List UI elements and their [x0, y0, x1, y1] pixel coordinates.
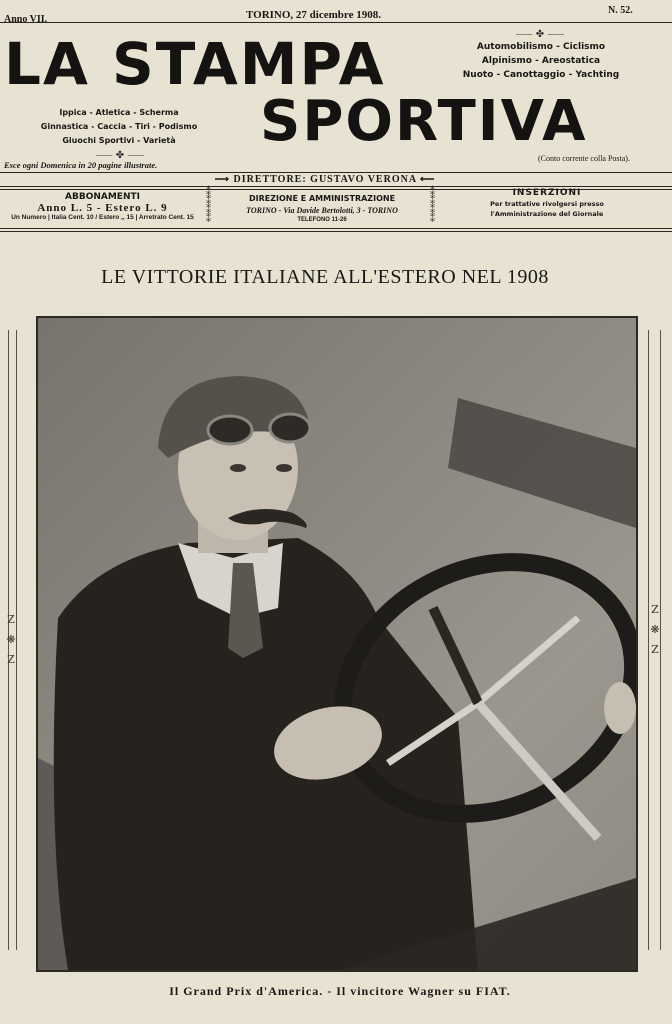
abbonamenti-title: ABBONAMENTI — [65, 192, 140, 202]
direzione-address: TORINO - Via Davide Bertolotti, 3 - TORINO — [246, 206, 398, 215]
right-sport-3: Nuoto - Canottaggio - Yachting — [462, 70, 620, 80]
right-ornament-z2: Z — [651, 643, 659, 656]
director-name: DIRETTORE: GUSTAVO VERONA — [233, 174, 417, 185]
numero-label: Un Numero — [11, 214, 47, 221]
right-sports-list — [446, 40, 636, 82]
abbonamenti-prices: Anno L. 5 - Estero L. 9 — [37, 202, 168, 214]
driver-photograph — [36, 316, 638, 972]
issue-number: N. 52. — [608, 5, 633, 16]
director-arrow-left: ⟶ — [214, 174, 234, 185]
left-sport-2: Ginnastica - Caccia - Tiri - Podismo — [40, 122, 198, 131]
masthead-title-line2: SPORTIVA — [260, 89, 588, 154]
left-sport-3: Giuochi Sportivi - Varietà — [62, 136, 176, 145]
right-ornament: ⸺ ✤ ⸺ — [515, 29, 565, 40]
headline: LE VITTORIE ITALIANE ALL'ESTERO NEL 1908 — [101, 266, 549, 288]
info-bottom-rule — [0, 228, 672, 232]
postal-note: (Conto corrente colla Posta). — [538, 154, 630, 163]
divider-ornament-2: ⁑ ⁑ ⁑ ⁑ — [430, 187, 435, 225]
hand-right — [604, 682, 636, 734]
wheel-spoke-1 — [478, 618, 578, 703]
eye-right — [276, 464, 292, 472]
inserzioni-line2: l'Amministrazione del Giornale — [490, 210, 604, 218]
left-side-ornament — [2, 610, 20, 670]
background-board — [448, 398, 636, 528]
right-sport-1: Automobilismo - Ciclismo — [476, 42, 606, 52]
director-arrow-right: ⟵ — [416, 174, 436, 185]
left-ornament-z2: Z — [7, 653, 15, 666]
abbonamenti-block — [0, 192, 205, 221]
wheel-spoke-3 — [433, 608, 478, 703]
goggle-right — [270, 414, 310, 442]
eye-left — [230, 464, 246, 472]
estero-price: Estero ,, 15 — [99, 214, 134, 221]
left-ornament: ⸺ ✤ ⸺ — [95, 150, 145, 161]
left-sports-list — [14, 106, 224, 148]
top-rule — [0, 22, 672, 23]
photo-caption: Il Grand Prix d'America. - Il vincitore Wagner su FIAT. — [169, 984, 511, 998]
left-sport-1: Ippica - Atletica - Scherma — [59, 108, 179, 117]
italia-price: Italia Cent. 10 — [51, 214, 94, 221]
right-sport-2: Alpinismo - Areostatica — [481, 56, 601, 66]
left-ornament-z1: Z — [7, 613, 15, 626]
issue-year: Anno VII. — [4, 14, 48, 25]
direzione-block — [218, 194, 426, 223]
right-side-ornament — [646, 600, 664, 660]
numero-prices: Un Numero | Italia Cent. 10 / Estero ,, 15 | Arretrato Cent. 15 — [11, 214, 194, 221]
masthead-title-line1: LA STAMPA — [4, 30, 386, 98]
issue-frequency: Esce ogni Domenica in 20 pagine illustrate. — [4, 160, 158, 170]
right-ornament-star: ❋ — [650, 623, 660, 636]
arretrato-price: Arretrato Cent. 15 — [138, 214, 194, 221]
inserzioni-line1: Per trattative rivolgersi presso — [490, 200, 604, 208]
divider-ornament-1: ⁑ ⁑ ⁑ ⁑ — [206, 187, 211, 225]
inserzioni-title: INSERZIONI — [512, 188, 582, 198]
direzione-title: DIREZIONE E AMMINISTRAZIONE — [248, 194, 396, 203]
right-ornament-z1: Z — [651, 603, 659, 616]
goggle-left — [208, 416, 252, 444]
dateline: TORINO, 27 dicembre 1908. — [246, 9, 381, 21]
director-line — [180, 174, 470, 185]
inserzioni-block — [444, 188, 650, 218]
left-ornament-star: ❋ — [6, 633, 16, 646]
masthead-rule — [0, 172, 672, 173]
photo-illustration — [38, 318, 636, 970]
telefono: TELEFONO 11-26 — [297, 217, 347, 223]
